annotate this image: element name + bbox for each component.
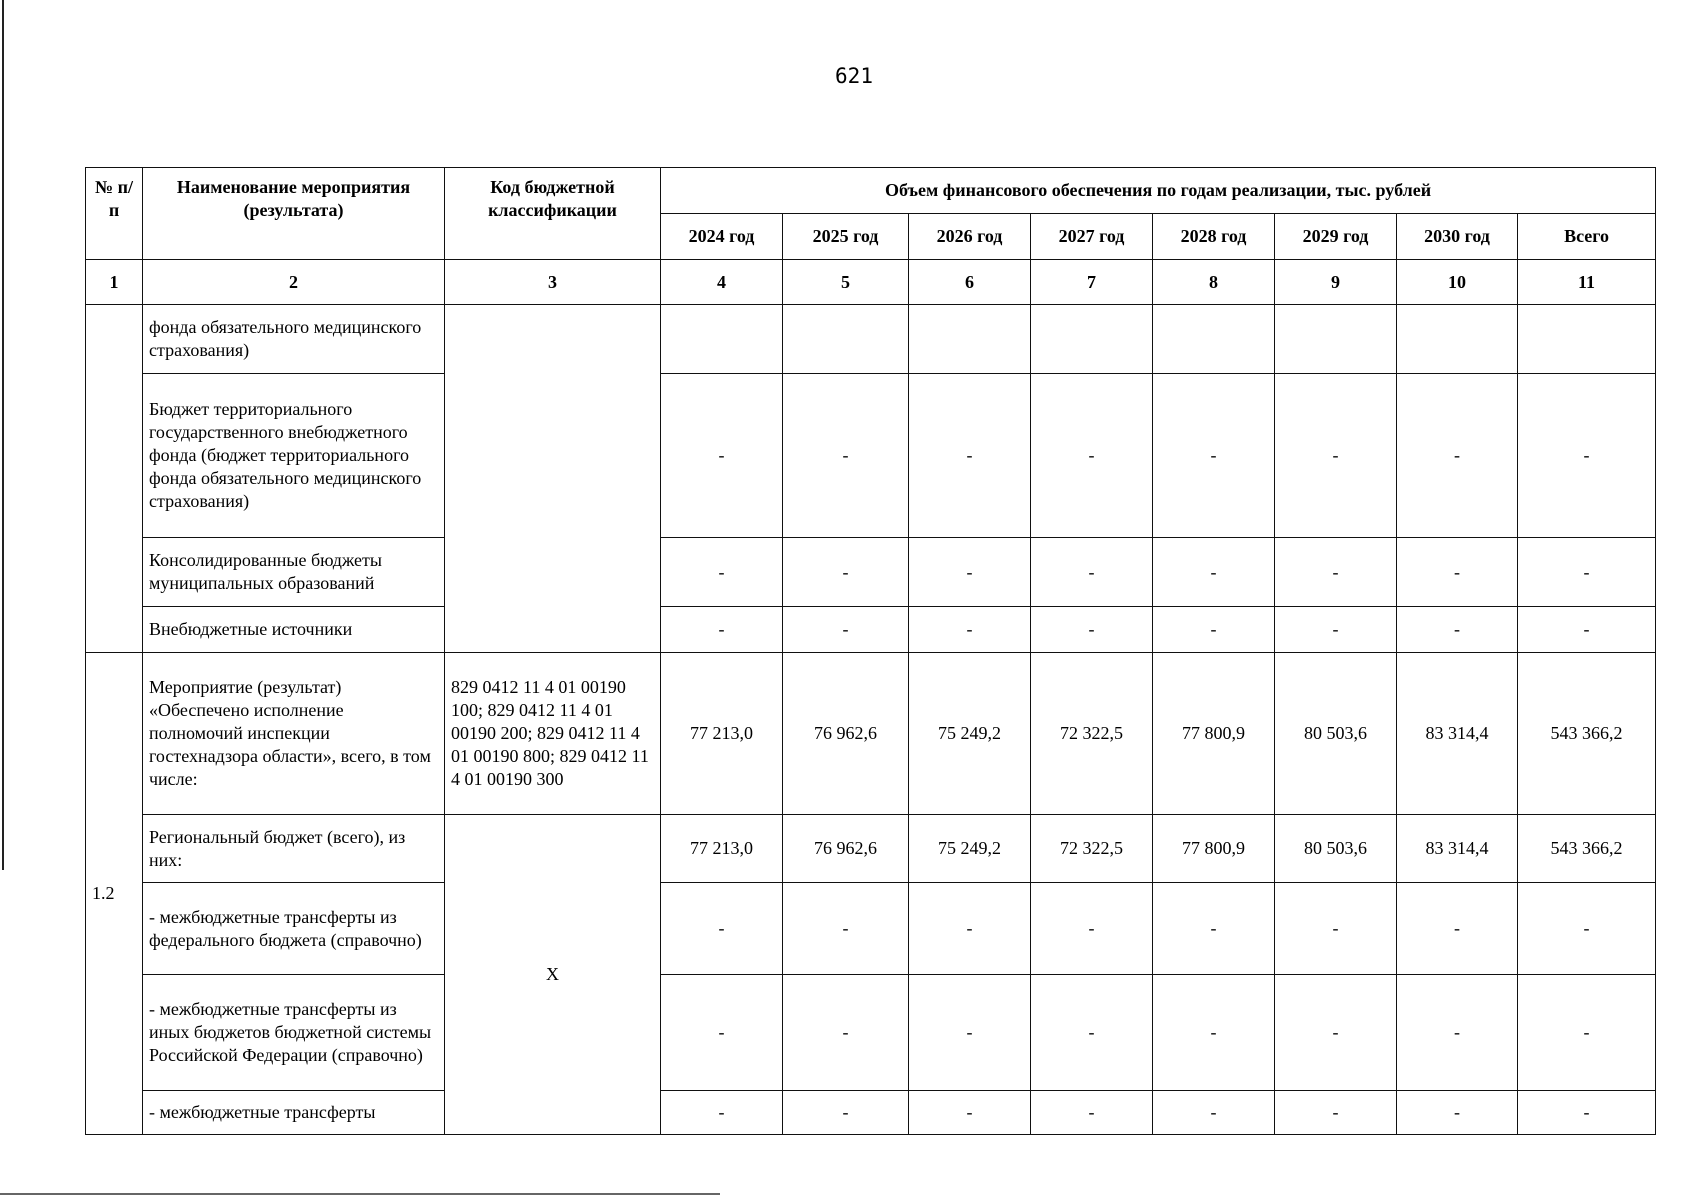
row-value: - (783, 607, 909, 653)
row-value: - (1031, 538, 1153, 607)
header-name: Наименование мероприятия (результата) (143, 168, 445, 260)
row-value: 77 213,0 (661, 653, 783, 815)
row-value: - (1518, 883, 1656, 975)
row-value: - (1153, 1091, 1275, 1135)
row-name: - межбюджетные трансферты из иных бюджетов бюджетной системы Российской Федерации (справочно) (143, 975, 445, 1091)
row-value: - (1031, 1091, 1153, 1135)
col-number: 6 (909, 260, 1031, 305)
row-code: 829 0412 11 4 01 00190 100; 829 0412 11 4 01 00190 200; 829 0412 11 4 01 00190 800; 829 0412 11 4 01 00190 300 (445, 653, 661, 815)
row-value: - (1153, 374, 1275, 538)
col-number: 5 (783, 260, 909, 305)
row-value: - (1153, 538, 1275, 607)
row-value (909, 305, 1031, 374)
row-value: - (661, 1091, 783, 1135)
row-value: - (1031, 975, 1153, 1091)
table-row (86, 975, 1656, 1091)
row-value: - (1275, 607, 1397, 653)
row-value: 76 962,6 (783, 815, 909, 883)
row-value: - (1518, 975, 1656, 1091)
row-name: - межбюджетные трансферты из федерального бюджета (справочно) (143, 883, 445, 975)
row-value: - (783, 374, 909, 538)
row-name: Консолидированные бюджеты муниципальных образований (143, 538, 445, 607)
row-num (86, 305, 143, 653)
row-value: - (1031, 883, 1153, 975)
row-value: - (909, 1091, 1031, 1135)
table-row (86, 538, 1656, 607)
row-value: - (909, 538, 1031, 607)
row-value: - (661, 975, 783, 1091)
row-value: 83 314,4 (1397, 653, 1518, 815)
header-num: № п/п (86, 168, 143, 260)
row-value: - (661, 374, 783, 538)
header-finance: Объем финансового обеспечения по годам реализации, тыс. рублей (661, 168, 1656, 214)
table-row (86, 374, 1656, 538)
row-value: - (909, 374, 1031, 538)
row-value: - (1397, 538, 1518, 607)
row-value: - (1275, 1091, 1397, 1135)
row-value: - (1031, 607, 1153, 653)
header-year-2028: 2028 год (1153, 214, 1275, 260)
row-value (661, 305, 783, 374)
page-edge-line (2, 0, 4, 870)
budget-table (85, 167, 1656, 1135)
row-value: 77 800,9 (1153, 653, 1275, 815)
row-value: - (1275, 538, 1397, 607)
row-value (1275, 305, 1397, 374)
row-num: 1.2 (86, 653, 143, 1135)
row-value: 75 249,2 (909, 815, 1031, 883)
row-value: - (1275, 975, 1397, 1091)
page-number: 621 (835, 64, 873, 88)
header-year-2025: 2025 год (783, 214, 909, 260)
col-number: 8 (1153, 260, 1275, 305)
row-value: 76 962,6 (783, 653, 909, 815)
row-value: - (1153, 607, 1275, 653)
row-value: - (1031, 374, 1153, 538)
row-value: - (909, 607, 1031, 653)
row-value (1518, 305, 1656, 374)
row-name: Внебюджетные источники (143, 607, 445, 653)
row-value: 80 503,6 (1275, 653, 1397, 815)
header-code: Код бюджетной классификации (445, 168, 661, 260)
row-value: - (909, 883, 1031, 975)
col-number: 3 (445, 260, 661, 305)
row-value (783, 305, 909, 374)
row-value: - (783, 883, 909, 975)
scan-bottom-line (0, 1193, 720, 1195)
row-value: - (1518, 1091, 1656, 1135)
table-row (86, 607, 1656, 653)
row-value: 72 322,5 (1031, 815, 1153, 883)
col-number: 7 (1031, 260, 1153, 305)
row-value: - (783, 1091, 909, 1135)
header-year-2024: 2024 год (661, 214, 783, 260)
row-value: 543 366,2 (1518, 653, 1656, 815)
header-total: Всего (1518, 214, 1656, 260)
col-number: 9 (1275, 260, 1397, 305)
row-value: - (1397, 374, 1518, 538)
row-value: 543 366,2 (1518, 815, 1656, 883)
row-value: - (1518, 374, 1656, 538)
row-value: - (1397, 1091, 1518, 1135)
table-row (86, 883, 1656, 975)
row-value (1397, 305, 1518, 374)
row-code-x: X (445, 815, 661, 1135)
row-value: - (1518, 538, 1656, 607)
row-value: - (1518, 607, 1656, 653)
row-value: - (661, 538, 783, 607)
row-value: - (909, 975, 1031, 1091)
row-value: - (1275, 374, 1397, 538)
row-name: фонда обязательного медицинского страхования) (143, 305, 445, 374)
col-number: 2 (143, 260, 445, 305)
row-name: Мероприятие (результат) «Обеспечено исполнение полномочий инспекции гостехнадзора области», всего, в том числе: (143, 653, 445, 815)
row-value: 77 800,9 (1153, 815, 1275, 883)
row-value: - (661, 607, 783, 653)
table-row (86, 305, 1656, 374)
row-value: - (783, 975, 909, 1091)
header-year-2030: 2030 год (1397, 214, 1518, 260)
col-number: 1 (86, 260, 143, 305)
col-number: 10 (1397, 260, 1518, 305)
row-code (445, 305, 661, 653)
row-value: 83 314,4 (1397, 815, 1518, 883)
row-value: - (1397, 607, 1518, 653)
header-year-2029: 2029 год (1275, 214, 1397, 260)
row-value: 80 503,6 (1275, 815, 1397, 883)
row-value (1031, 305, 1153, 374)
row-value: - (1275, 883, 1397, 975)
row-value: 75 249,2 (909, 653, 1031, 815)
row-name: - межбюджетные трансферты (143, 1091, 445, 1135)
header-year-2026: 2026 год (909, 214, 1031, 260)
header-year-2027: 2027 год (1031, 214, 1153, 260)
row-value: - (1397, 883, 1518, 975)
table-row (86, 815, 1656, 883)
row-value: - (1153, 975, 1275, 1091)
row-value: 77 213,0 (661, 815, 783, 883)
col-number: 4 (661, 260, 783, 305)
row-value: - (783, 538, 909, 607)
row-value: - (661, 883, 783, 975)
row-name: Бюджет территориального государственного внебюджетного фонда (бюджет территориального фонда обязательного медицинского страхования) (143, 374, 445, 538)
row-value (1153, 305, 1275, 374)
row-value: 72 322,5 (1031, 653, 1153, 815)
table-row (86, 653, 1656, 815)
row-value: - (1153, 883, 1275, 975)
table-row (86, 1091, 1656, 1135)
row-name: Региональный бюджет (всего), из них: (143, 815, 445, 883)
row-value: - (1397, 975, 1518, 1091)
col-number: 11 (1518, 260, 1656, 305)
